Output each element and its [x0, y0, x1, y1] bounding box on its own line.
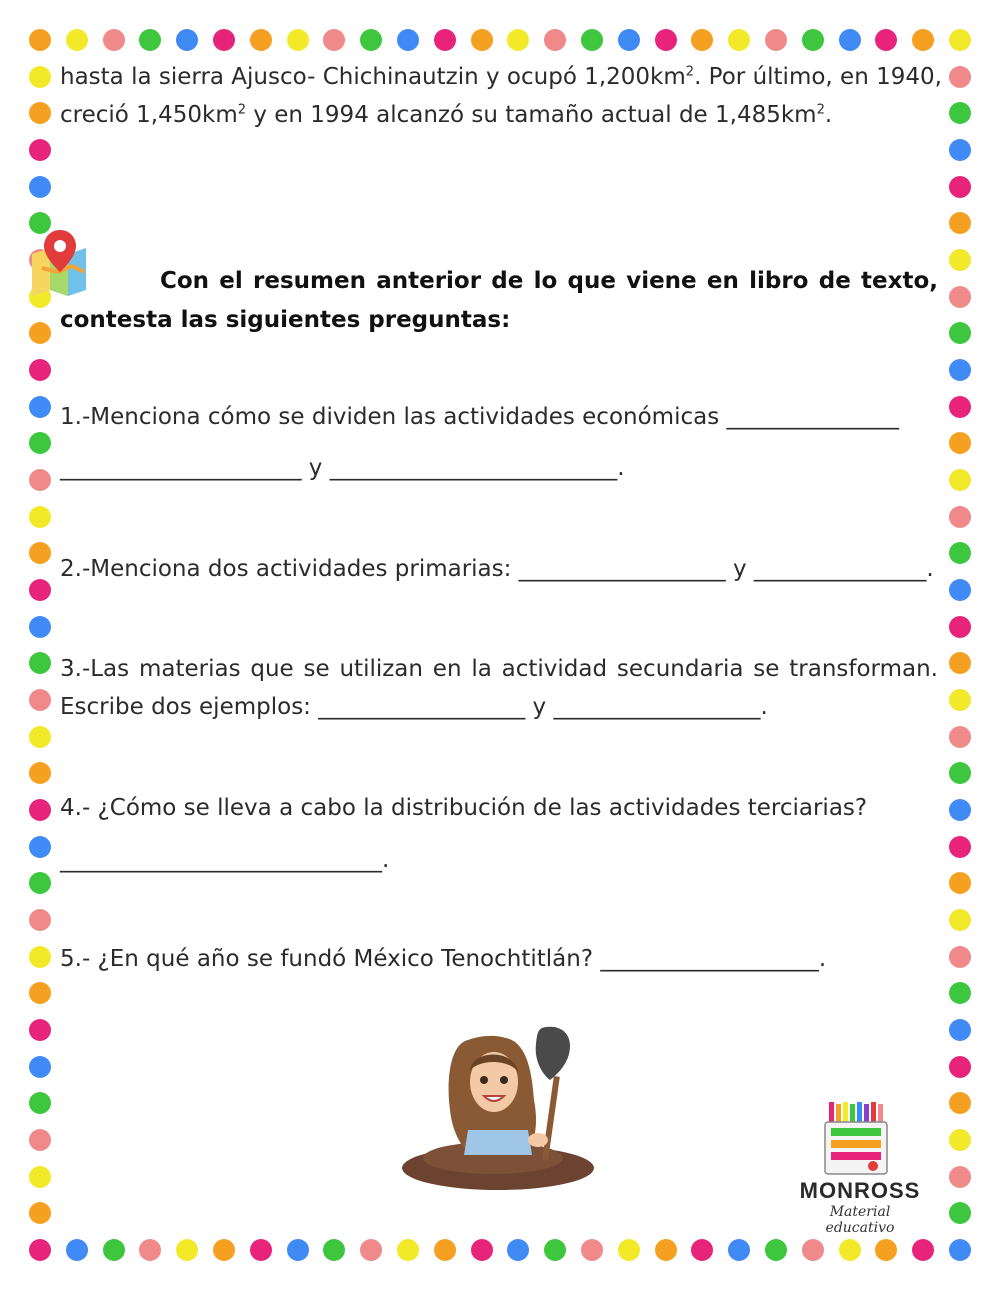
border-dot [949, 689, 971, 711]
question-3-line-2: Escribe dos ejemplos: __________________ y __________________. [60, 694, 768, 720]
monross-logo [795, 1100, 925, 1236]
border-dot [949, 1092, 971, 1114]
border-dot [949, 139, 971, 161]
border-dot [949, 579, 971, 601]
border-dot [949, 432, 971, 454]
question-5: 5.- ¿En qué año se fundó México Tenochtitlán? ___________________. [60, 946, 827, 972]
border-dot [29, 762, 51, 784]
teacher-digging-icon [398, 1020, 598, 1190]
border-dot [949, 1056, 971, 1078]
border-dot [29, 66, 51, 88]
border-dot [949, 652, 971, 674]
border-dot [949, 1019, 971, 1041]
border-dot [29, 506, 51, 528]
border-dot [949, 542, 971, 564]
logo-subtitle: Material educativo [825, 1204, 895, 1236]
border-dot [29, 689, 51, 711]
question-1-line-2: _____________________ y _________________________. [60, 455, 625, 481]
border-dot [949, 286, 971, 308]
crayon-box-icon [795, 1100, 925, 1180]
border-dot [29, 1202, 51, 1224]
border-dot [29, 469, 51, 491]
border-dot [29, 139, 51, 161]
border-dot [29, 1019, 51, 1041]
border-dot [29, 1056, 51, 1078]
question-3-line-1: 3.-Las materias que se utilizan en la actividad secundaria se transforman. [60, 656, 938, 682]
border-dot [29, 322, 51, 344]
question-4-line-2: ____________________________. [60, 847, 390, 873]
border-dot [29, 836, 51, 858]
border-dot [29, 1129, 51, 1151]
border-dot [949, 506, 971, 528]
border-dot [29, 872, 51, 894]
border-dot [29, 542, 51, 564]
border-dot [949, 799, 971, 821]
border-dot [949, 102, 971, 124]
logo-name: MONROSS [799, 1178, 921, 1203]
question-4-line-1: 4.- ¿Cómo se lleva a cabo la distribución de las actividades terciarias? [60, 795, 868, 821]
border-dot [29, 29, 51, 51]
border-dot [29, 1166, 51, 1188]
border-dot [949, 946, 971, 968]
border-dot [949, 359, 971, 381]
border-dot [949, 1239, 971, 1261]
border-dot [949, 249, 971, 271]
border-dot [949, 212, 971, 234]
border-dot [29, 176, 51, 198]
border-dot [949, 726, 971, 748]
border-dot [29, 982, 51, 1004]
instruction-line-1: Con el resumen anterior de lo que viene en libro de texto, [160, 268, 938, 294]
border-dot [29, 652, 51, 674]
intro-line-2: creció $1,450km^2$ y en 1994 alcanzó su tamaño actual de $1,485km^2$. [60, 102, 833, 128]
border-dot [29, 432, 51, 454]
border-dot [949, 982, 971, 1004]
border-dot [949, 29, 971, 51]
border-dot [949, 176, 971, 198]
question-2: 2.-Menciona dos actividades primarias: __________________ y _______________. [60, 556, 934, 582]
border-dot [949, 66, 971, 88]
border-dot [29, 579, 51, 601]
question-1-line-1: 1.-Menciona cómo se dividen las actividades económicas _______________ [60, 404, 899, 430]
border-dot [29, 1092, 51, 1114]
border-dot [29, 102, 51, 124]
instruction-line-2: contesta las siguientes preguntas: [60, 307, 511, 333]
border-dot [29, 359, 51, 381]
border-dot [949, 872, 971, 894]
border-dot [949, 1129, 971, 1151]
border-dot [949, 909, 971, 931]
border-dot [949, 396, 971, 418]
border-dot [29, 616, 51, 638]
border-dot [29, 726, 51, 748]
border-dot [949, 616, 971, 638]
border-dot [29, 799, 51, 821]
border-dot [949, 1202, 971, 1224]
border-dot [949, 469, 971, 491]
border-dot [29, 1239, 51, 1261]
border-dot [949, 762, 971, 784]
border-dot [29, 946, 51, 968]
border-dot [29, 909, 51, 931]
border-dot [949, 836, 971, 858]
border-dot [949, 322, 971, 344]
border-dot [29, 396, 51, 418]
border-dot [949, 1166, 971, 1188]
intro-line-1: hasta la sierra Ajusco- Chichinautzin y ocupó $1,200km^2$. Por último, en 1940, [60, 64, 942, 90]
